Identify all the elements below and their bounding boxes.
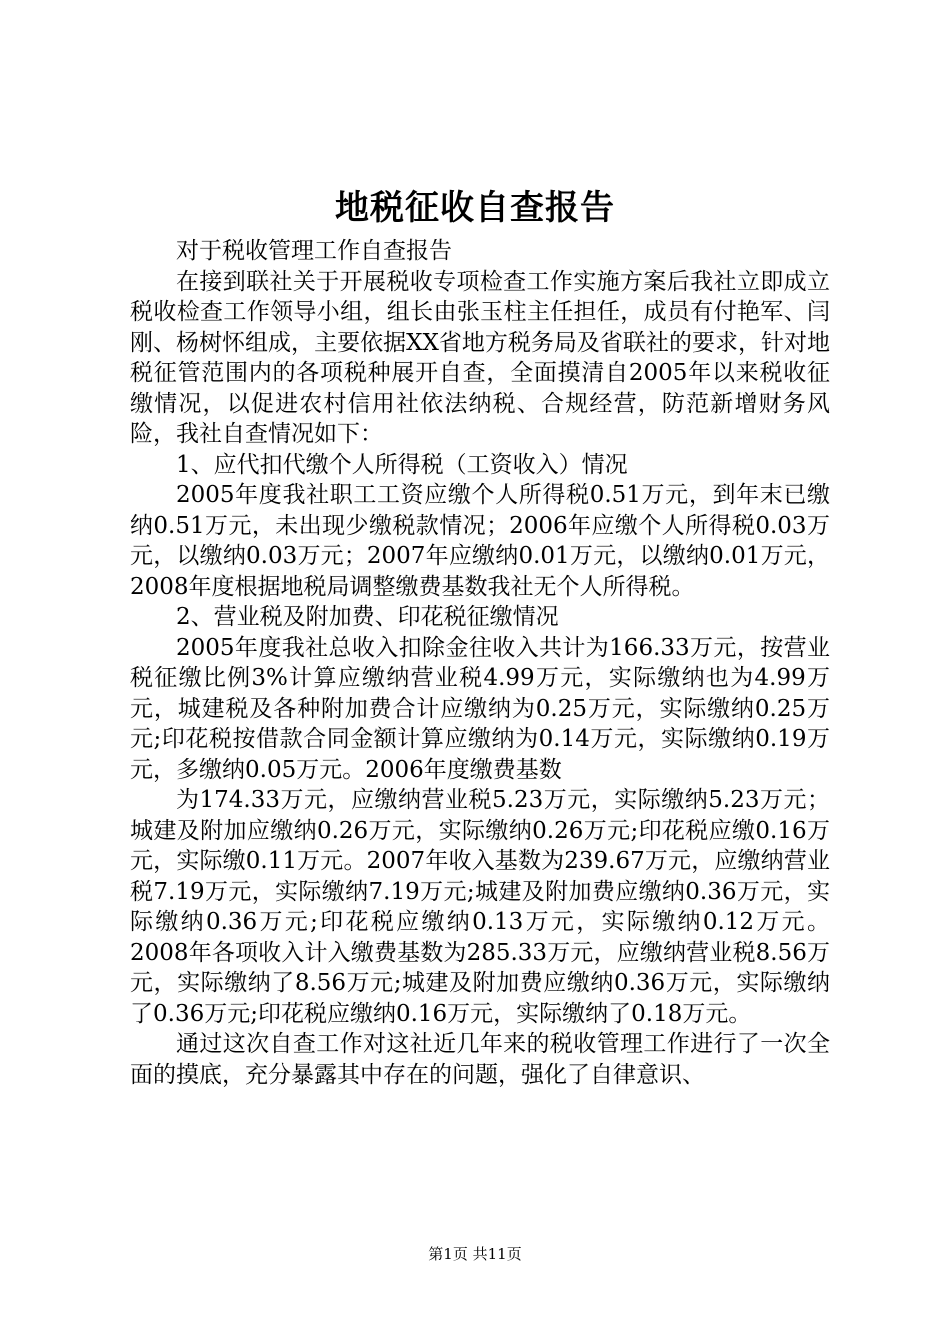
page-number-footer: 第1页 共11页 (428, 1245, 522, 1263)
document-body (130, 236, 830, 1090)
paragraph-section-2-continued: 为174.33万元，应缴纳营业税5.23万元，实际缴纳5.23万元；城建及附加应缴纳0.26万元，实际缴纳0.26万元;印花税应缴0.16万元，实际缴0.11万元。2007年收入基数为239.67万元，应缴纳营业税7.19万元，实际缴纳7.19万元;城建及附加费应缴纳0.36万元，实际缴纳0.36万元;印花税应缴纳0.13万元，实际缴纳0.12万元。2008年各项收入计入缴费基数为285.33万元，应缴纳营业税8.56万元，实际缴纳了8.56万元;城建及附加费应缴纳0.36万元，实际缴纳了0.36万元;印花税应缴纳0.16万元，实际缴纳了0.18万元。 (130, 787, 830, 1027)
document-title: 地税征收自查报告 (335, 188, 615, 228)
paragraph-section-2-body: 2005年度我社总收入扣除金往收入共计为166.33万元，按营业税征缴比例3%计算应缴纳营业税4.99万元，实际缴纳也为4.99万元，城建税及各种附加费合计应缴纳为0.25万元，实际缴纳0.25万元;印花税按借款合同金额计算应缴纳为0.14万元，实际缴纳0.19万元，多缴纳0.05万元。2006年度缴费基数 (130, 634, 830, 783)
paragraph-heading: 对于税收管理工作自查报告 (176, 238, 452, 264)
paragraph-intro: 在接到联社关于开展税收专项检查工作实施方案后我社立即成立税收检查工作领导小组，组长由张玉柱主任担任，成员有付艳军、闫刚、杨树怀组成，主要依据XX省地方税务局及省联社的要求，针对地税征管范围内的各项税种展开自查，全面摸清自2005年以来税收征缴情况，以促进农村信用社依法纳税、合规经营，防范新增财务风险，我社自查情况如下： (130, 268, 830, 447)
paragraph-section-1-heading: 1、应代扣代缴个人所得税（工资收入）情况 (176, 451, 628, 478)
paragraph-section-1-body: 2005年度我社职工工资应缴个人所得税0.51万元，到年末已缴纳0.51万元，未出现少缴税款情况；2006年应缴个人所得税0.03万元，以缴纳0.03万元；2007年应缴纳0.01万元，以缴纳0.01万元，2008年度根据地税局调整缴费基数我社无个人所得税。 (130, 482, 830, 600)
paragraph-conclusion: 通过这次自查工作对这社近几年来的税收管理工作进行了一次全面的摸底，充分暴露其中存在的问题，强化了自律意识、 (130, 1031, 830, 1088)
paragraph-section-2-heading: 2、营业税及附加费、印花税征缴情况 (176, 604, 559, 630)
